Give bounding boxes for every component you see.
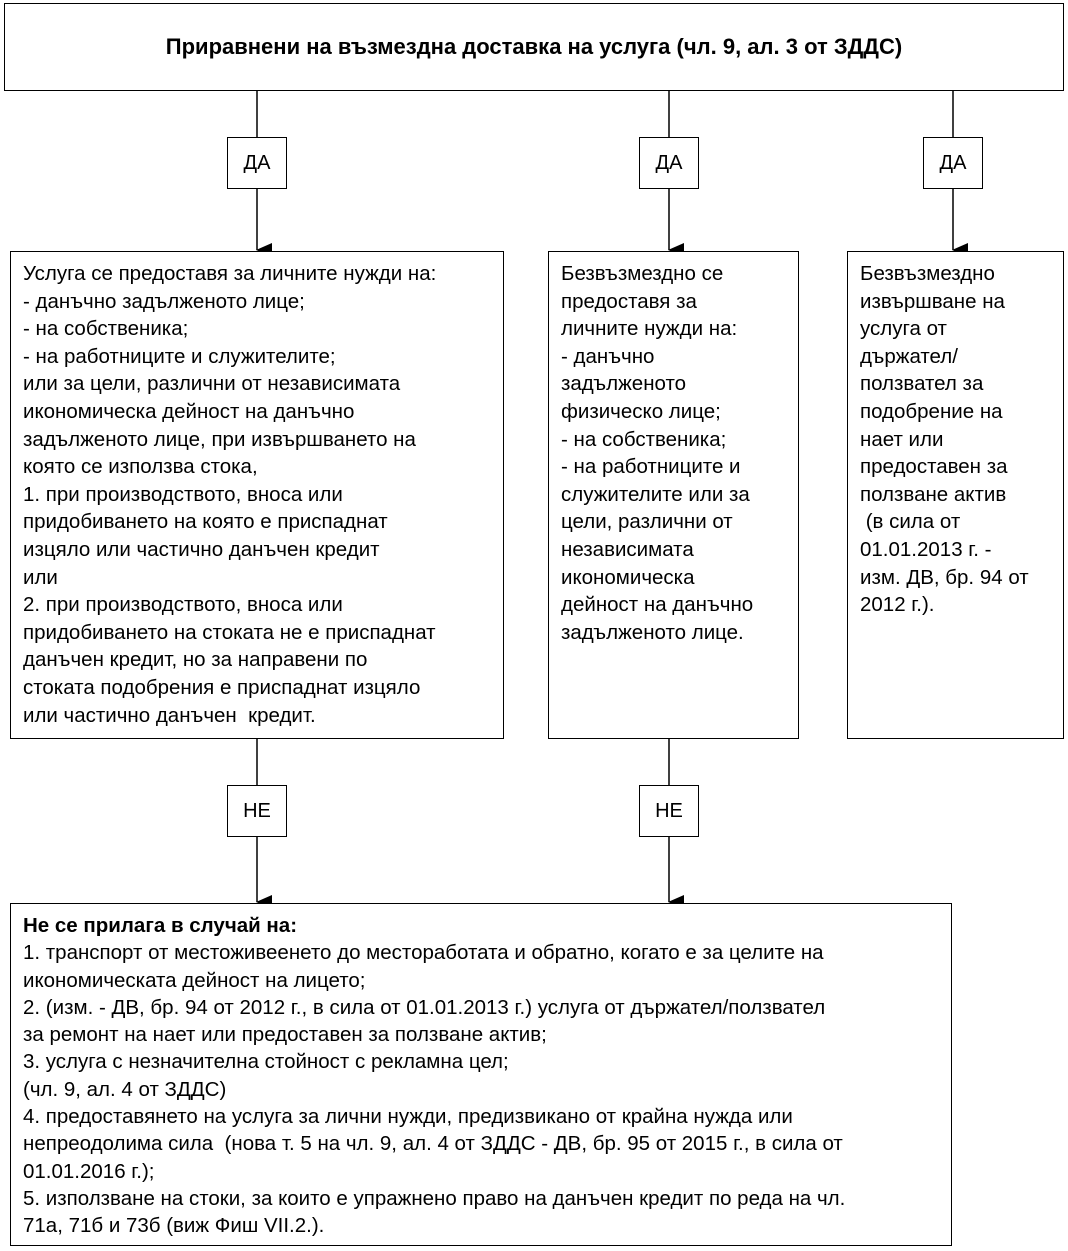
box-line: задълженото лице. <box>561 620 744 644</box>
box-line: 3. услуга с незначителна стойност с рекламна цел; <box>23 1050 509 1074</box>
box-line: Безвъзмездно <box>860 262 995 285</box>
box-line: придобиването на която е приспаднат <box>23 510 388 534</box>
box-line: - на работниците и <box>561 455 741 479</box>
box-line: данъчен кредит, но за направени по <box>23 648 368 672</box>
box-line: 2. при производството, вноса или <box>23 593 343 617</box>
box-line: 2. (изм. - ДВ, бр. 94 от 2012 г., в сила от 01.01.2013 г.) услуга от държател/ползвател <box>23 995 826 1019</box>
box-line: непреодолима сила (нова т. 5 на чл. 9, ал. 4 от ЗДДС - ДВ, бр. 95 от 2015 г., в сила от <box>23 1132 843 1156</box>
box-line: 01.01.2013 г. - <box>860 537 992 561</box>
yes-label-3 <box>923 137 983 189</box>
box-line: (чл. 9, ал. 4 от ЗДДС) <box>23 1077 227 1101</box>
no-label-text: НЕ <box>655 799 683 822</box>
box-line: предоставя за <box>561 289 697 313</box>
box-line: - данъчно задълженото лице; <box>23 289 305 313</box>
box-line: подобрение на <box>860 399 1003 423</box>
box-line: икономическата дейност на лицето; <box>23 968 366 992</box>
exceptions-heading: Не се прилага в случай на: <box>23 914 298 937</box>
box-line: цели, различни от <box>561 510 733 534</box>
box-line: - данъчно <box>561 344 655 368</box>
box-line: държател/ <box>860 344 958 368</box>
box-line: - на собственика; <box>561 427 727 451</box>
box-line: 4. предоставянето на услуга за лични нужди, предизвикано от крайна нужда или <box>23 1105 793 1129</box>
no-label-text: НЕ <box>243 799 271 822</box>
yes-label-text: ДА <box>939 151 967 174</box>
box-line: задълженото лице, при извършването на <box>23 427 416 451</box>
box-line: услуга от <box>860 317 947 341</box>
box-line: - на работниците и служителите; <box>23 344 336 368</box>
box-line: извършване на <box>860 289 1005 313</box>
personal-needs-goods-box <box>10 251 504 739</box>
box-line: или <box>23 565 58 589</box>
free-personal-needs-box <box>548 251 799 739</box>
box-line: - на собственика; <box>23 317 189 341</box>
box-line: изм. ДВ, бр. 94 от <box>860 565 1029 589</box>
yes-label-text: ДА <box>655 151 683 174</box>
exceptions-box <box>10 903 952 1246</box>
box-line: придобиването на стоката не е приспаднат <box>23 620 436 644</box>
box-line: 1. при производството, вноса или <box>23 482 343 506</box>
box-line: нает или <box>860 427 944 451</box>
box-line: 1. транспорт от местоживеенето до месторaботата и обратно, когато е за целите на <box>23 941 824 965</box>
box-line: или частично данъчен кредит. <box>23 703 316 727</box>
box-line: Безвъзмездно се <box>561 262 724 285</box>
no-label-1 <box>227 785 287 837</box>
header-box <box>4 3 1064 91</box>
box-line: предоставен за <box>860 455 1008 479</box>
box-line: стоката подобрения е приспаднат изцяло <box>23 675 421 699</box>
no-label-2 <box>639 785 699 837</box>
box-line: независимата <box>561 537 694 561</box>
box-line: физическо лице; <box>561 399 721 423</box>
box-line: която се използва стока, <box>23 455 258 479</box>
box-line: ползвател за <box>860 372 984 396</box>
yes-label-text: ДА <box>243 151 271 174</box>
box-line: 71а, 71б и 73б (виж Фиш VII.2.). <box>23 1214 325 1238</box>
box-line: или за цели, различни от независимата <box>23 372 401 396</box>
box-line: дейност на данъчно <box>561 593 754 617</box>
box-line: служителите или за <box>561 482 750 506</box>
yes-label-2 <box>639 137 699 189</box>
box-line: задълженото <box>561 372 687 396</box>
box-line: 2012 г.). <box>860 593 935 617</box>
diagram-title: Приравнени на възмездна доставка на услуга (чл. 9, ал. 3 от ЗДДС) <box>165 34 903 59</box>
box-line: ползване актив <box>860 482 1007 506</box>
box-line: икономическа <box>561 565 695 589</box>
asset-improvement-box <box>847 251 1064 739</box>
box-line: икономическа дейност на данъчно <box>23 399 355 423</box>
box-line: 01.01.2016 г.); <box>23 1159 155 1183</box>
box-line: личните нужди на: <box>561 317 738 341</box>
box-line: за ремонт на нает или предоставен за ползване актив; <box>23 1023 547 1047</box>
box-line: изцяло или частично данъчен кредит <box>23 537 380 561</box>
box-line: Услуга се предоставя за личните нужди на: <box>23 262 437 285</box>
yes-label-1 <box>227 137 287 189</box>
box-line: (в сила от <box>860 510 961 534</box>
box-line: 5. използване на стоки, за които е упражнено право на данъчен кредит по реда на чл. <box>23 1186 846 1210</box>
